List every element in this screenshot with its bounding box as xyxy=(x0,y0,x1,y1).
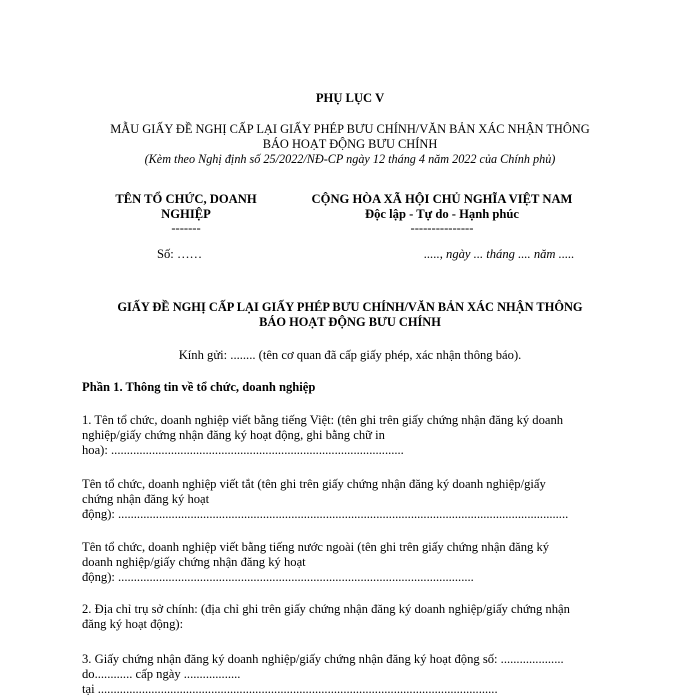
main-title-line2: BÁO HOẠT ĐỘNG BƯU CHÍNH xyxy=(259,315,441,329)
foreign-line2: doanh nghiệp/giấy chứng nhận đăng ký hoạt xyxy=(82,555,306,569)
foreign-fill-field[interactable]: động): ................................................................................................................. xyxy=(82,570,474,584)
organization-divider: ------- xyxy=(171,221,201,235)
form-title xyxy=(60,122,640,152)
item2-line1: 2. Địa chỉ trụ sở chính: (địa chỉ ghi trên giấy chứng nhận đăng ký doanh nghiệp/giấy chứng nhận xyxy=(82,602,570,616)
item3-registration-certificate xyxy=(82,652,622,697)
foreign-line1: Tên tổ chức, doanh nghiệp viết bằng tiếng nước ngoài (tên ghi trên giấy chứng nhận đăng ký xyxy=(82,540,550,554)
main-title xyxy=(60,300,640,330)
country-name: CỘNG HÒA XÃ HỘI CHỦ NGHĨA VIỆT NAM xyxy=(311,192,573,206)
item3-line3[interactable]: tại ............................................................................................................................... xyxy=(82,682,498,696)
item2-head-office-address xyxy=(82,602,622,632)
national-motto: Độc lập - Tự do - Hạnh phúc xyxy=(365,207,519,221)
document-number: Số: …… xyxy=(157,247,203,261)
item1-line2: nghiệp/giấy chứng nhận đăng ký hoạt động, ghi bằng chữ in xyxy=(82,428,385,442)
appendix-title: PHỤ LỤC V xyxy=(315,91,385,105)
item2-line2: đăng ký hoạt động): xyxy=(82,617,184,631)
national-header xyxy=(282,192,602,235)
item1-line1: 1. Tên tổ chức, doanh nghiệp viết bằng tiếng Việt: (tên ghi trên giấy chứng nhận đăng ký doanh xyxy=(82,413,564,427)
main-title-line1: GIẤY ĐỀ NGHỊ CẤP LẠI GIẤY PHÉP BƯU CHÍNH/VĂN BẢN XÁC NHẬN THÔNG xyxy=(117,300,583,314)
foreign-name xyxy=(82,540,622,585)
item3-line2[interactable]: do............ cấp ngày .................. xyxy=(82,667,241,681)
form-title-line1: MẪU GIẤY ĐỀ NGHỊ CẤP LẠI GIẤY PHÉP BƯU CHÍNH/VĂN BẢN XÁC NHẬN THÔNG xyxy=(110,122,590,136)
organization-name-line2: NGHIỆP xyxy=(161,207,211,221)
part1-heading: Phần 1. Thông tin về tổ chức, doanh nghiệp xyxy=(82,380,316,394)
abbreviated-line2: chứng nhận đăng ký hoạt xyxy=(82,492,210,506)
organization-header xyxy=(96,192,276,235)
item1-fill-field[interactable]: hoa): ............................................................................................. xyxy=(82,443,404,457)
abbreviated-line1: Tên tổ chức, doanh nghiệp viết tắt (tên ghi trên giấy chứng nhận đăng ký doanh nghiệp/giấy xyxy=(82,477,546,491)
date-line: ....., ngày ... tháng .... năm ..... xyxy=(424,247,575,261)
abbreviated-fill-field[interactable]: động): ............................................................................................................................................... xyxy=(82,507,569,521)
item1-vietnamese-name xyxy=(82,413,622,458)
abbreviated-name xyxy=(82,477,622,522)
addressee-line: Kính gửi: ........ (tên cơ quan đã cấp giấy phép, xác nhận thông báo). xyxy=(178,348,522,362)
form-title-line2: BÁO HOẠT ĐỘNG BƯU CHÍNH xyxy=(262,137,438,151)
national-divider: --------------- xyxy=(410,221,474,235)
decree-note: (Kèm theo Nghị định số 25/2022/NĐ-CP ngày 12 tháng 4 năm 2022 của Chính phủ) xyxy=(144,152,556,166)
item3-line1[interactable]: 3. Giấy chứng nhận đăng ký doanh nghiệp/giấy chứng nhận đăng ký hoạt động số: .................... xyxy=(82,652,564,666)
organization-name-line1: TÊN TỔ CHỨC, DOANH xyxy=(115,192,257,206)
